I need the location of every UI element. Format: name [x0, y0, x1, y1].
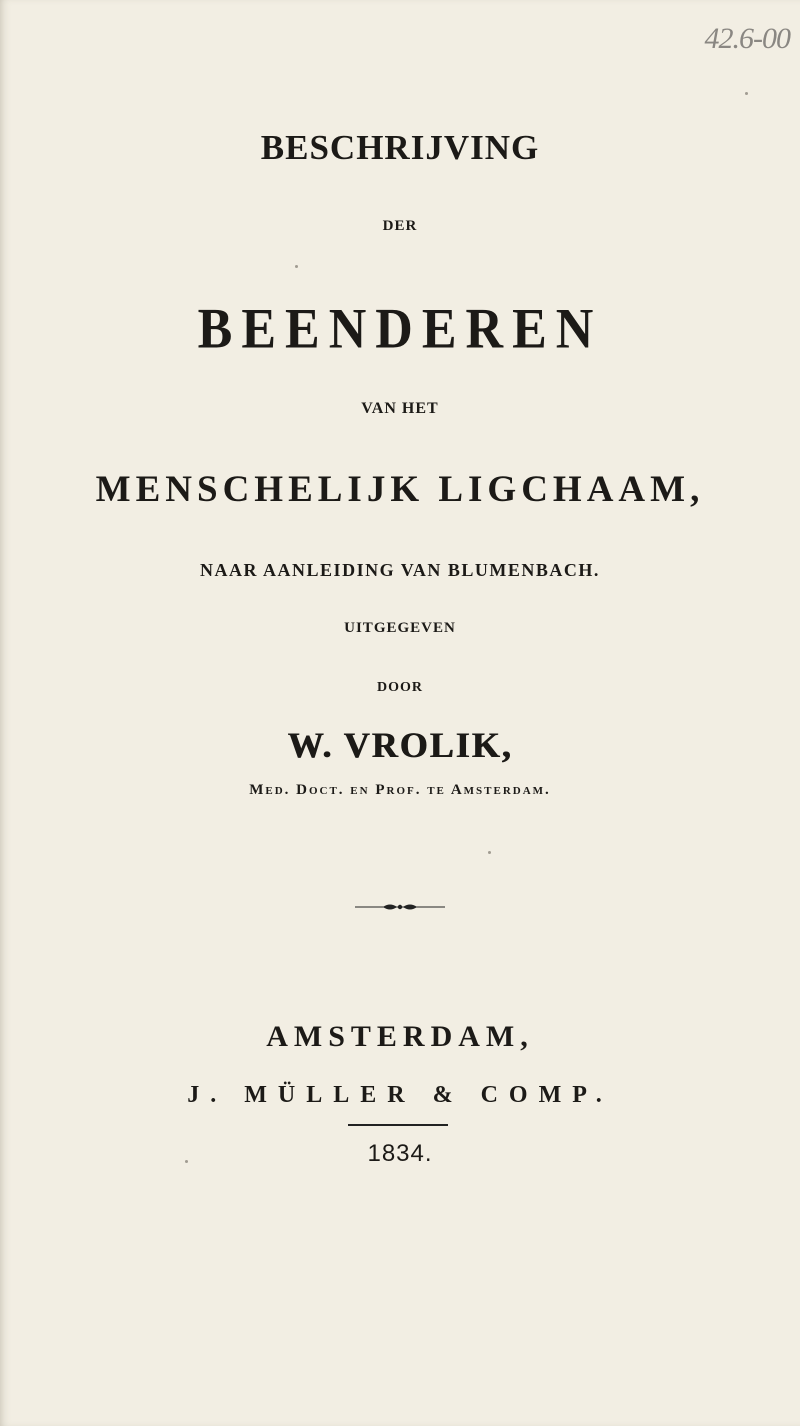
title-line-menschelijk-ligchaam: MENSCHELIJK LIGCHAAM,: [95, 469, 705, 510]
edited-label: UITGEGEVEN: [344, 620, 456, 636]
imprint-year: 1834.: [367, 1140, 433, 1167]
paper-speck: [185, 1160, 188, 1163]
divider-ornament: [355, 900, 445, 914]
title-line-beschrijving: BESCHRIJVING: [260, 128, 540, 167]
title-line-van-het: VAN HET: [361, 400, 439, 417]
paper-speck: [488, 851, 491, 854]
imprint-rule: [348, 1124, 448, 1126]
paper-speck: [295, 265, 298, 268]
by-label: DOOR: [377, 680, 423, 695]
imprint-city: AMSTERDAM,: [266, 1020, 534, 1053]
title-line-der: DER: [382, 218, 418, 234]
imprint-publisher: J. MÜLLER & COMP.: [187, 1082, 613, 1108]
title-line-beenderen: BEENDEREN: [197, 298, 603, 361]
paper-speck: [745, 92, 748, 95]
author-name: W. VROLIK,: [287, 725, 513, 765]
shelfmark-annotation: 42.6-00: [704, 22, 790, 55]
author-credentials: Med. Doct. en Prof. te Amsterdam.: [249, 782, 551, 798]
subtitle: NAAR AANLEIDING VAN BLUMENBACH.: [200, 560, 600, 580]
